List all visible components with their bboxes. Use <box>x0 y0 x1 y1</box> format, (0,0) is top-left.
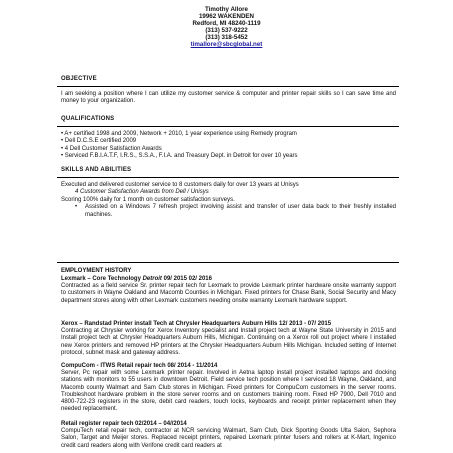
city-state-zip: Redford, MI 48240-1119 <box>192 20 261 28</box>
contact-header <box>0 6 453 49</box>
objective-divider <box>57 86 399 87</box>
job-employer: Lexmark – Core Technology <box>61 276 143 282</box>
qualification-item: • Serviced F.B.I.A.T.F, I.R.S., S.S.A., F.I.A. and Treasury Dept. in Detroit for over 10 years <box>61 153 298 160</box>
objective-heading: OBJECTIVE <box>61 76 97 82</box>
job-dates: 09/ 2015 02/ 2016 <box>161 276 212 282</box>
job-entry <box>61 421 396 450</box>
job-title: Retail register repair tech 02/2014 – 04//2014 <box>61 421 187 427</box>
qualification-item: • Dell D.C.S.E certified 2009 <box>61 138 137 145</box>
job-title <box>61 276 396 283</box>
skills-line: Executed and delivered customer service to 8 customers daily for over 13 years at Unisys <box>61 182 299 188</box>
skills-bullet <box>61 204 396 219</box>
qualifications-divider <box>57 126 399 127</box>
applicant-name: Timothy Allore <box>205 6 248 13</box>
qualification-item: • 4 Dell Customer Satisfaction Awards <box>61 145 162 152</box>
job-description: Server, Pc repair with some Lexmark printer repair. Involved in Aetna laptop install project installed laptops and docking stations with monitors to 55 users in downtown Detroit. Field service tech position where I serviced 18 Wayne, Oakland, and Macomb county Walmart and Sam Club stores in Michigan. Fixed printers for CompuCom customers in the server rooms. Troubleshoot hardware problem in the store server rooms and on customers training room. Fixed HP 7900, Dell 7010 and 4800-722-23 registers in the store, debit card readers, touch locks, keyboards and receipt printer replacement when they needed replacement. <box>61 370 396 413</box>
phone-secondary: (313) 318-5452 <box>205 34 248 42</box>
skills-heading: SKILLS AND ABILITIES <box>61 167 132 173</box>
job-title: Xerox – Randstad Printer install Tech at Chrysler Headquarters Auburn Hills 12/ 2013 - 07/ 2015 <box>61 321 332 327</box>
skills-award: 4 Customer Satisfaction Awards from Dell / Unisys <box>75 189 209 196</box>
skills-bullet-text: Assisted on a Windows 7 refresh project involving assist and transfer of user data back to their freshly installed machines. <box>85 204 396 218</box>
job-entry <box>61 321 396 357</box>
job-description: Contracting at Chrysler working for Xerox Inventory specialist and Install project tech at Wayne State University in 2015 and Install project tech at Chrysler Headquarters Auburn Hills, Michigan. Continuing on a Xerox roll out project where I installed new Xerox printers and removed HP printers at the Chrysler Headquarters Auburn Hills Michigan. Included setting of Internet protocol, subnet mask and gateway address. <box>61 328 396 356</box>
skills-content <box>61 182 396 219</box>
objective-text: I am seeking a position where I can utilize my customer service & computer and printer repair skills so I can save time and money to your organization. <box>61 91 396 105</box>
qualifications-heading: QUALIFICATIONS <box>61 116 115 122</box>
bullet-dot: • <box>75 204 78 211</box>
job-entry <box>61 363 396 413</box>
job-location: Detroit <box>142 276 162 282</box>
skills-divider <box>57 177 399 178</box>
employment-heading: EMPLOYMENT HISTORY <box>61 268 132 274</box>
street-address: 19962 WAKENDEN <box>198 13 255 21</box>
phone-primary: (313) 537-9222 <box>205 27 248 35</box>
skills-line: Scoring 100% daily for 1 month on customer satisfaction surveys. <box>61 196 235 203</box>
employment-divider <box>57 262 399 263</box>
job-description: CompuTech retail repair tech, contractor at NCR servicing Walmart, Sam Club, Dick Sporting Goods Ulta Salon, Sephora Salon, Target and Meijer stores. Replaced receipt printers, repaired Lexmark printer fusers and rollers at K-Mart, Ingenico credit card readers along with Verifone credit card readers at <box>61 428 396 449</box>
job-title: CompuCom - ITWS Retail repair tech 08/ 2014 - 11/2014 <box>61 363 218 369</box>
qualifications-list <box>61 131 396 161</box>
qualification-item: • A+ certified 1998 and 2009, Network + 2010, 1 year experience using Remedy program <box>61 131 297 137</box>
job-description: Contracted as a field service Sr. printer repair tech for Lexmark to provide Lexmark printer hardware onsite warranty support to customers in Wayne Oakland and Macomb Counties in Michigan. Fixed printers for Chase Bank, Social Security and Macy department stores along with other Lexmark customers needing onsite warranty Lexmark hardware support. <box>61 283 396 304</box>
email-link[interactable]: timallore@sbcglobal.net <box>190 41 263 49</box>
job-entry <box>61 276 396 305</box>
